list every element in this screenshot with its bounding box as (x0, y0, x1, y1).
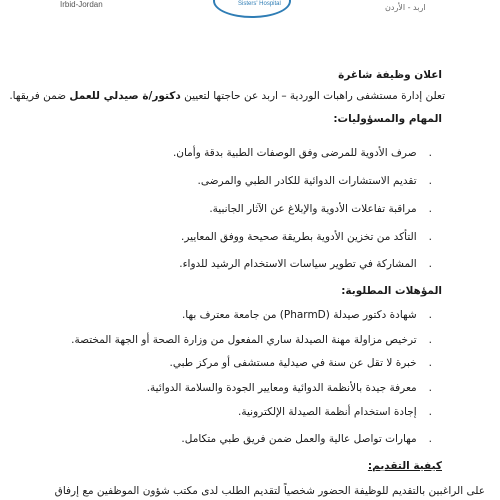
qual-item: .خبرة لا تقل عن سنة في صيدلية مستشفى أو مركز طبي. (169, 357, 432, 369)
duty-item: .التأكد من تخزين الأدوية بطريقة صحيحة ووفق المعايير. (181, 231, 432, 243)
duty-item: .مراقبة تفاعلات الأدوية والإبلاغ عن الآثار الجانبية. (209, 203, 432, 215)
bullet-icon: . (428, 258, 432, 270)
qual-item: .شهادة دكتور صيدلة (PharmD) من جامعة معترف بها. (181, 309, 432, 321)
bullet-icon: . (428, 334, 432, 346)
intro-before: تعلن إدارة مستشفى راهبات الوردية – اربد عن حاجتها لتعيين (180, 90, 445, 102)
bullet-icon: . (428, 175, 432, 187)
qual-item: .إجادة استخدام أنظمة الصيدلة الإلكترونية. (238, 406, 432, 418)
qual-item: .معرفة جيدة بالأنظمة الدوائية ومعايير الجودة والسلامة الدوائية. (146, 382, 432, 394)
intro-paragraph (9, 89, 445, 103)
bullet-icon: . (428, 406, 432, 418)
apply-text: على الراغبين بالتقديم للوظيفة الحضور شخصياً لتقديم الطلب لدى مكتب شؤون الموظفين مع إرفاق (54, 485, 485, 497)
duties-heading: المهام والمسؤوليات: (333, 113, 442, 125)
hospital-logo-text: Sisters' Hospital (238, 1, 281, 7)
intro-bold: دكتور/ة صيدلي للعمل (69, 90, 181, 102)
intro-after: ضمن فريقها. (9, 90, 70, 102)
letterhead-city-en: Irbid-Jordan (60, 0, 103, 9)
quals-heading: المؤهلات المطلوبة: (341, 285, 442, 297)
bullet-icon: . (428, 382, 432, 394)
bullet-icon: . (428, 231, 432, 243)
bullet-icon: . (428, 357, 432, 369)
qual-item: .مهارات تواصل عالية والعمل ضمن فريق طبي متكامل. (181, 433, 432, 445)
duty-item: .المشاركة في تطوير سياسات الاستخدام الرشيد للدواء. (179, 258, 432, 270)
qual-item: .ترخيص مزاولة مهنة الصيدلة ساري المفعول من وزارة الصحة أو الجهة المختصة. (71, 334, 432, 346)
bullet-icon: . (428, 147, 432, 159)
bullet-icon: . (428, 433, 432, 445)
duty-item: .تقديم الاستشارات الدوائية للكادر الطبي والمرضى. (197, 175, 432, 187)
page-title: اعلان وظيفة شاغرة (338, 69, 442, 81)
bullet-icon: . (428, 203, 432, 215)
letterhead (0, 0, 500, 22)
letterhead-city-ar: اربد - الأردن (385, 3, 426, 12)
bullet-icon: . (428, 309, 432, 321)
duty-item: .صرف الأدوية للمرضى وفق الوصفات الطبية بدقة وأمان. (172, 147, 432, 159)
apply-heading: كيفية التقديم: (367, 460, 442, 472)
